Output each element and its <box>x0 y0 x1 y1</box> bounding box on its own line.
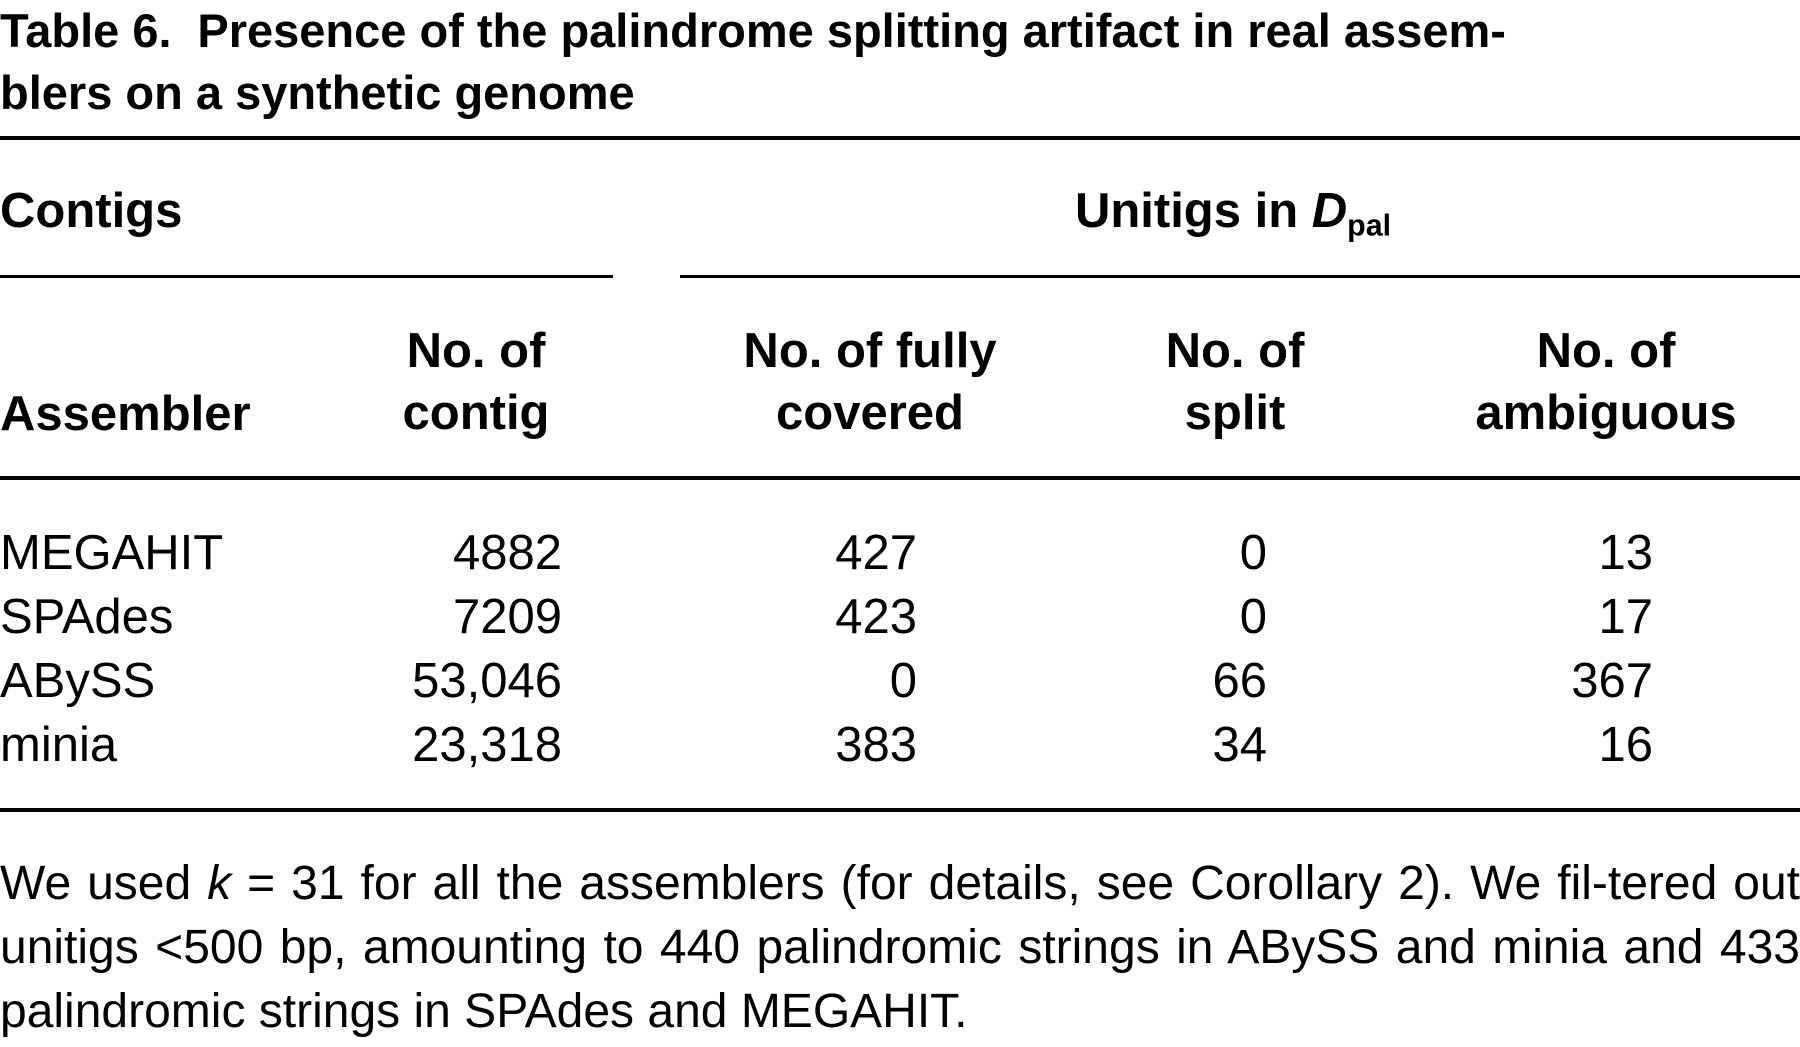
cell-split: 34 <box>1212 718 1267 772</box>
cell-covered: 0 <box>889 654 917 708</box>
cell-assembler: minia <box>0 718 118 772</box>
caption-text-line2: blers on a synthetic genome <box>0 66 635 119</box>
cell-contig: 4882 <box>452 526 562 580</box>
unitigs-spanner-rule <box>680 275 1800 278</box>
group-header-unitigs <box>1075 180 1391 257</box>
table-label: Table 6. <box>0 4 172 57</box>
unitigs-subscript: pal <box>1347 208 1392 243</box>
cell-contig: 53,046 <box>412 654 562 708</box>
cell-contig: 23,318 <box>412 718 562 772</box>
cell-assembler: SPAdes <box>0 590 174 644</box>
table-footnote: We used k = 31 for all the assemblers (for details, see Corollary 2). We fil-tered out unitigs <500 bp, amounting to 440 palindromic strings in ABySS and minia and 433 palindromic strings in SPAdes and MEGAHIT. <box>0 857 1800 1038</box>
cell-split: 0 <box>1239 590 1267 644</box>
cell-ambiguous: 17 <box>1598 590 1653 644</box>
col-header-contig: No. of contig <box>402 324 550 440</box>
cell-split: 0 <box>1239 526 1267 580</box>
cell-assembler: MEGAHIT <box>0 526 224 580</box>
col-header-fully-covered: No. of fully covered <box>743 324 997 440</box>
cell-contig: 7209 <box>452 590 562 644</box>
cell-ambiguous: 13 <box>1598 526 1653 580</box>
cell-split: 66 <box>1212 654 1267 708</box>
col-header-ambiguous: No. of ambiguous <box>1475 324 1737 440</box>
top-rule <box>0 136 1800 140</box>
unitigs-prefix: Unitigs in <box>1074 184 1312 238</box>
cell-ambiguous: 367 <box>1571 654 1653 708</box>
contigs-spanner-rule <box>0 275 613 278</box>
k-variable: k <box>207 857 232 910</box>
bottom-rule <box>0 808 1800 812</box>
unitigs-variable: D <box>1311 184 1348 238</box>
cell-covered: 423 <box>835 590 917 644</box>
cell-ambiguous: 16 <box>1598 718 1653 772</box>
cell-covered: 427 <box>835 526 917 580</box>
caption-text-line1: Presence of the palindrome splitting artifact in real assem- <box>197 4 1506 57</box>
cell-covered: 383 <box>835 718 917 772</box>
table-caption <box>0 0 1800 124</box>
header-rule <box>0 476 1800 480</box>
cell-assembler: ABySS <box>0 654 156 708</box>
col-header-split: No. of split <box>1165 324 1305 440</box>
col-header-assembler: Assembler <box>0 387 251 441</box>
group-header-contigs: Contigs <box>0 184 183 238</box>
